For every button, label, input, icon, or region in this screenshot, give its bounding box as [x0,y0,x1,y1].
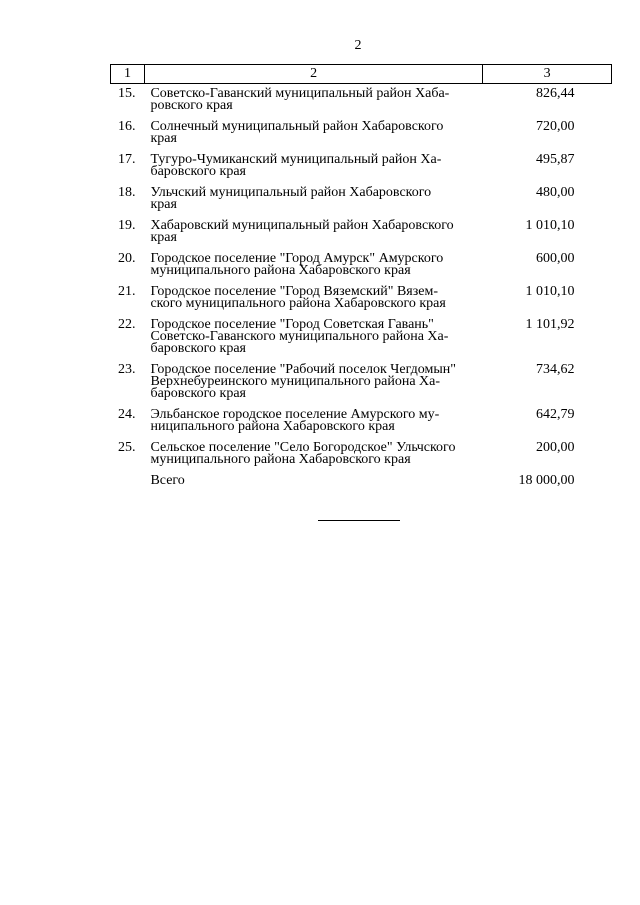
row-number: 21. [117,284,136,299]
row-name: Городское поселение "Город Советская Гавань" Советско-Гаванского муниципального района Ха- баровского края [150,317,449,356]
table-row [111,220,612,253]
row-value: 826,44 [536,86,575,101]
table-row [111,253,612,286]
row-name: Тугуро-Чумиканский муниципальный район Ха- баровского края [150,152,442,179]
row-number: 25. [117,440,136,455]
column-header-value: 3 [483,65,612,84]
table-row [111,121,612,154]
row-name: Эльбанское городское поселение Амурского му- ниципального района Хабаровского края [150,407,440,434]
row-number: 20. [117,251,136,266]
row-value: 495,87 [536,152,575,167]
row-number: 24. [117,407,136,422]
row-number: 18. [117,185,136,200]
row-value: 600,00 [536,251,575,266]
table-row [111,319,612,364]
row-number: 17. [117,152,136,167]
row-value: 734,62 [536,362,575,377]
row-value: 480,00 [536,185,575,200]
end-rule [318,520,400,521]
row-number: 23. [117,362,136,377]
row-number: 22. [117,317,136,332]
row-number: 19. [117,218,136,233]
row-value: 1 101,92 [525,317,575,332]
row-value: 1 010,10 [525,218,575,233]
table-row [111,442,612,475]
row-value: 1 010,10 [525,284,575,299]
table-row [111,364,612,409]
column-header-number: 1 [111,65,145,84]
row-name: Сельское поселение "Село Богородское" Ульчского муниципального района Хабаровского края [150,440,456,467]
row-number: 16. [117,119,136,134]
total-number-empty [111,475,145,508]
total-value: 18 000,00 [518,473,575,488]
table-row [111,187,612,220]
column-header-name: 2 [144,65,482,84]
table-row [111,84,612,122]
allocation-table [110,64,612,508]
table-header-row [111,65,612,84]
row-name: Солнечный муниципальный район Хабаровского края [150,119,444,146]
row-name: Советско-Гаванский муниципальный район Хаба- ровского края [150,86,450,113]
page-number: 2 [354,38,362,53]
table-body [111,84,612,509]
row-name: Городское поселение "Рабочий поселок Чегдомын" Верхнебуреинского муниципального района Ха- баровского края [150,362,456,401]
table-row [111,409,612,442]
table-row [111,286,612,319]
row-name: Городское поселение "Город Вяземский" Вязем- ского муниципального района Хабаровского края [150,284,446,311]
table-row [111,154,612,187]
total-row [111,475,612,508]
row-name: Городское поселение "Город Амурск" Амурского муниципального района Хабаровского края [150,251,444,278]
row-value: 720,00 [536,119,575,134]
total-label: Всего [150,473,185,488]
row-value: 642,79 [536,407,575,422]
row-value: 200,00 [536,440,575,455]
row-number: 15. [117,86,136,101]
row-name: Хабаровский муниципальный район Хабаровского края [150,218,454,245]
row-name: Ульчский муниципальный район Хабаровского края [150,185,432,212]
